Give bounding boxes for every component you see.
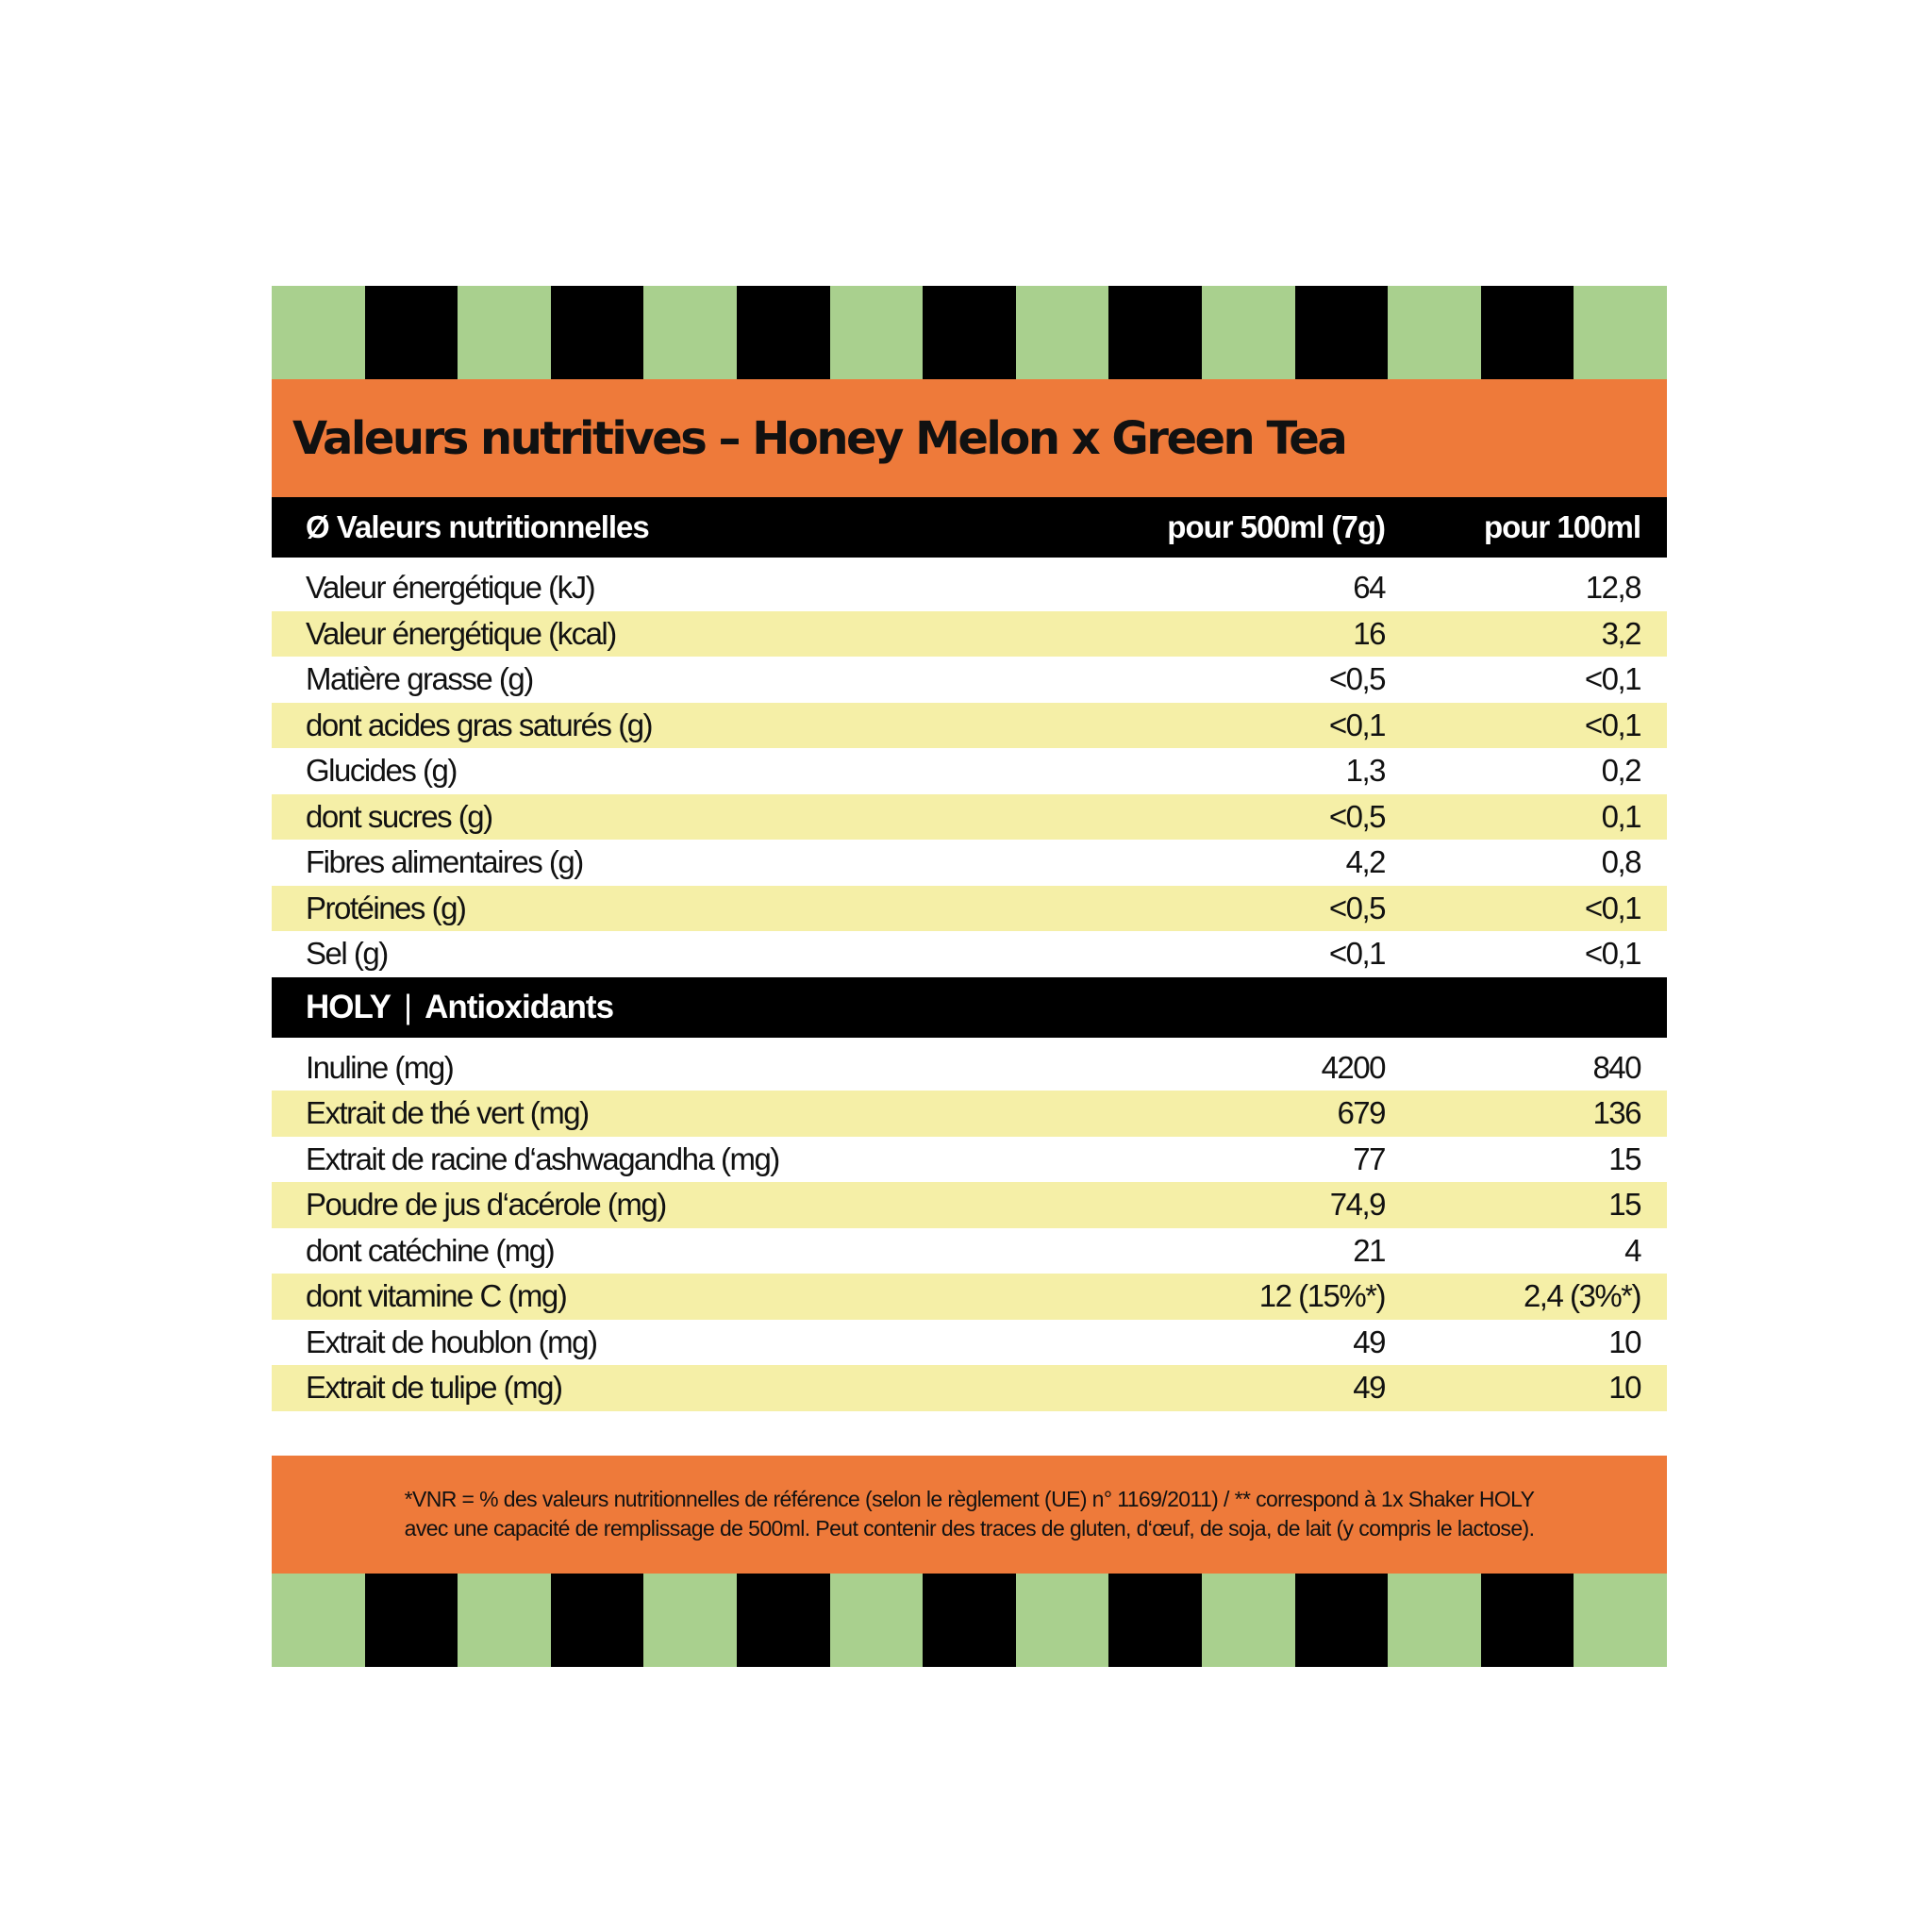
nutrition-value-500ml: 1,3 [1345,753,1385,789]
antioxidant-row-label: Extrait de racine d‘ashwagandha (mg) [306,1141,779,1176]
nutrition-value-100ml: 12,8 [1585,570,1641,606]
antioxidant-value-100ml: 15 [1608,1187,1641,1223]
nutrition-value-100ml: 0,2 [1601,753,1641,789]
nutrition-value-500ml: <0,5 [1328,798,1385,834]
nutrition-value-500ml: 64 [1353,570,1385,606]
antioxidant-value-500ml: 4200 [1321,1049,1385,1085]
nutrition-row-label: Valeur énergétique (kcal) [306,615,616,651]
nutrition-value-100ml: <0,1 [1584,707,1641,742]
nutrition-row [272,840,1667,886]
antioxidant-value-100ml: 10 [1608,1324,1641,1359]
nutrition-row [272,748,1667,794]
checker-border-bottom [272,1574,1667,1667]
nutrition-row-label: Sel (g) [306,936,388,972]
nutrition-row-label: Protéines (g) [306,890,466,925]
antioxidant-row [272,1182,1667,1228]
nutrition-row-label: dont sucres (g) [306,798,492,834]
antioxidants-header [272,977,1667,1038]
separator: | [404,988,412,1025]
antioxidant-value-500ml: 12 (15%*) [1258,1278,1385,1314]
nutrition-row [272,565,1667,611]
nutrition-value-100ml: 0,1 [1601,798,1641,834]
antioxidant-value-500ml: 49 [1353,1324,1385,1359]
antioxidant-row [272,1228,1667,1274]
nutrition-row [272,794,1667,841]
antioxidants-table [272,1045,1667,1411]
antioxidant-value-500ml: 77 [1353,1141,1385,1176]
nutrition-value-500ml: <0,1 [1328,707,1385,742]
section-label: Antioxidants [425,988,614,1025]
antioxidant-row-label: dont catéchine (mg) [306,1232,555,1268]
antioxidant-value-100ml: 840 [1592,1049,1641,1085]
nutrition-value-500ml: 4,2 [1345,844,1385,880]
page-title: Valeurs nutritives – Honey Melon x Green Tea [292,411,1346,465]
antioxidant-row [272,1045,1667,1091]
nutrition-value-100ml: <0,1 [1584,936,1641,972]
nutrition-panel [272,286,1667,1667]
title-bar [272,379,1667,497]
antioxidant-value-500ml: 679 [1337,1095,1385,1131]
antioxidant-value-100ml: 10 [1608,1370,1641,1406]
nutrition-value-100ml: 3,2 [1601,615,1641,651]
table-header [272,497,1667,558]
checker-border-top [272,286,1667,379]
antioxidant-row [272,1137,1667,1183]
antioxidant-row [272,1320,1667,1366]
nutrition-row [272,657,1667,703]
antioxidant-row-label: Poudre de jus d‘acérole (mg) [306,1187,666,1223]
nutrition-table [272,565,1667,977]
nutrition-row [272,611,1667,658]
antioxidant-value-500ml: 74,9 [1329,1187,1385,1223]
nutrition-value-500ml: <0,1 [1328,936,1385,972]
antioxidant-row-label: Extrait de houblon (mg) [306,1324,597,1359]
nutrition-value-500ml: <0,5 [1328,661,1385,697]
nutrition-row [272,703,1667,749]
antioxidant-value-100ml: 2,4 (3%*) [1523,1278,1641,1314]
nutrition-row-label: Matière grasse (g) [306,661,533,697]
nutrition-row-label: Fibres alimentaires (g) [306,844,583,880]
nutrition-row-label: Valeur énergétique (kJ) [306,570,595,606]
antioxidant-row-label: Inuline (mg) [306,1049,454,1085]
nutrition-value-100ml: 0,8 [1601,844,1641,880]
nutrition-value-500ml: <0,5 [1328,890,1385,925]
nutrition-row [272,886,1667,932]
antioxidant-row-label: Extrait de thé vert (mg) [306,1095,589,1131]
footnote [272,1456,1667,1574]
nutrition-value-100ml: <0,1 [1584,661,1641,697]
antioxidant-value-500ml: 49 [1353,1370,1385,1406]
nutrition-row-label: Glucides (g) [306,753,457,789]
footnote-line-2: avec une capacité de remplissage de 500ml. Peut contenir des traces de gluten, d‘œuf, de soja, de lait (y compris le lactose). [404,1516,1535,1541]
brand-label: HOLY [306,988,391,1025]
footnote-line-1: *VNR = % des valeurs nutritionnelles de référence (selon le règlement (UE) n° 1169/2011) / ** correspond à 1x Shaker HOLY [404,1487,1535,1511]
header-label: Ø Valeurs nutritionnelles [306,509,649,544]
nutrition-row [272,931,1667,977]
antioxidant-row [272,1091,1667,1137]
header-col-500ml: pour 500ml (7g) [1167,509,1385,544]
nutrition-value-500ml: 16 [1353,615,1385,651]
header-col-100ml: pour 100ml [1483,509,1641,544]
nutrition-value-100ml: <0,1 [1584,890,1641,925]
antioxidant-value-100ml: 15 [1608,1141,1641,1176]
antioxidant-value-100ml: 136 [1592,1095,1641,1131]
antioxidant-row-label: dont vitamine C (mg) [306,1278,567,1314]
antioxidant-value-100ml: 4 [1624,1232,1641,1268]
antioxidant-value-500ml: 21 [1353,1232,1385,1268]
antioxidant-row-label: Extrait de tulipe (mg) [306,1370,562,1406]
antioxidant-row [272,1274,1667,1320]
nutrition-row-label: dont acides gras saturés (g) [306,707,653,742]
antioxidant-row [272,1365,1667,1411]
